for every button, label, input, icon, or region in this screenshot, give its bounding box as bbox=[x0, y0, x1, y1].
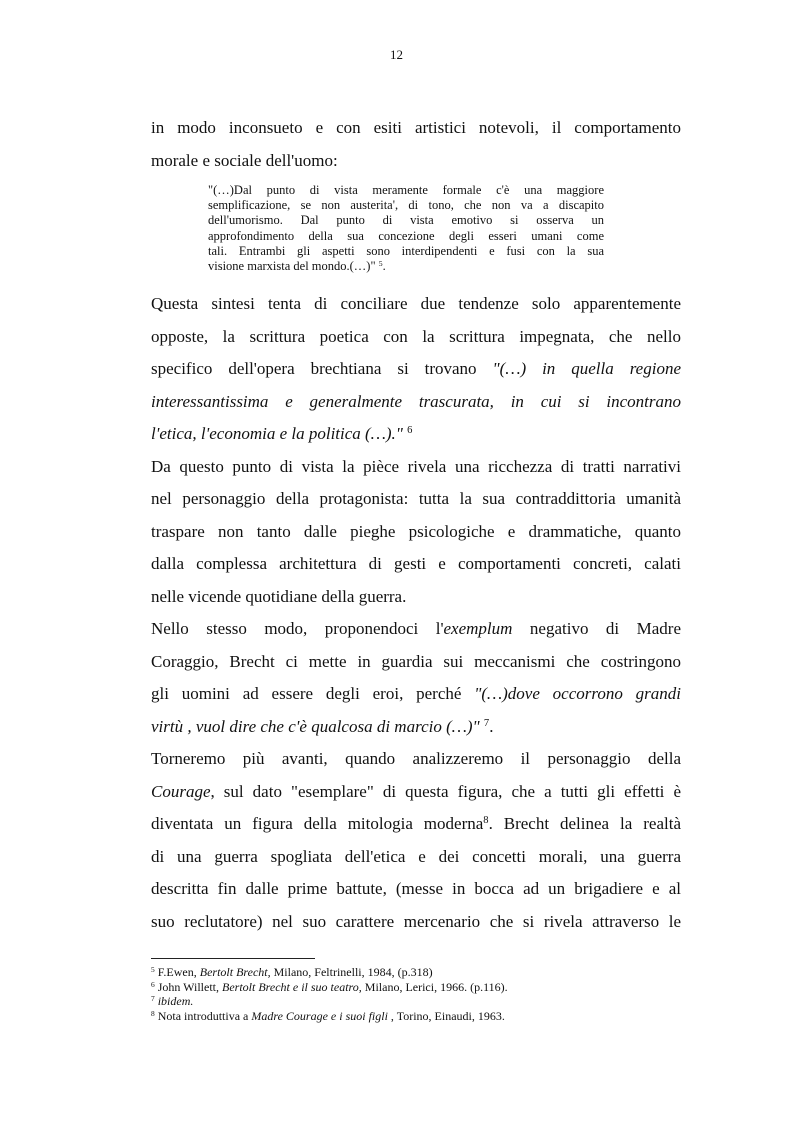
text-line: nel personaggio della protagonista: tutta la sua contraddittoria umanità bbox=[151, 489, 681, 509]
text-line: dalla complessa architettura di gesti e comportamenti concreti, calati bbox=[151, 554, 681, 574]
page-number: 12 bbox=[390, 47, 403, 62]
block-quote bbox=[208, 183, 604, 274]
text-line: opposte, la scrittura poetica con la scrittura impegnata, che nello bbox=[151, 326, 681, 346]
text-run: . bbox=[489, 716, 494, 736]
quote-line: tali. Entrambi gli aspetti sono interdipendenti e fusi con la sua bbox=[208, 243, 604, 258]
footnote-title: ibidem. bbox=[157, 994, 194, 1008]
text-line: Coraggio, Brecht ci mette in guardia sui meccanismi che costringono bbox=[151, 651, 681, 671]
text-run: specifico dell'opera brechtiana si trovano bbox=[151, 359, 493, 379]
text-run: , sul dato "esemplare" di questa figura, che a tutti gli effetti è bbox=[210, 781, 681, 801]
citation-italic: virtù , vuol dire che c'è qualcosa di marcio (…)" bbox=[151, 716, 480, 736]
footnote-8 bbox=[151, 1009, 681, 1024]
footnote-title: Madre Courage e i suoi figli bbox=[251, 1008, 388, 1023]
footnote-ref-5: 5 bbox=[378, 258, 383, 268]
text-line: nelle vicende quotidiane della guerra. bbox=[151, 586, 407, 606]
text-line: Questa sintesi tenta di conciliare due tendenze solo apparentemente bbox=[151, 294, 681, 314]
text-line bbox=[151, 386, 681, 419]
quote-line-text: visione marxista del mondo.(…)" bbox=[208, 258, 376, 273]
paragraph-synthesis bbox=[151, 288, 681, 451]
citation-italic: "(…) in quella regione bbox=[492, 359, 681, 379]
quote-line: approfondimento della sua concezione degli esseri umani come bbox=[208, 228, 604, 243]
body-text bbox=[151, 112, 681, 938]
text-line bbox=[151, 353, 681, 386]
intro-paragraph bbox=[151, 112, 681, 177]
citation-italic: "(…)dove occorrono grandi bbox=[474, 684, 681, 704]
text-run: gli uomini ad essere degli eroi, perché bbox=[151, 684, 475, 704]
footnote-text: F.Ewen, bbox=[154, 965, 200, 979]
text-line: Torneremo più avanti, quando analizzeremo il personaggio della bbox=[151, 749, 681, 769]
footnote-title: Bertolt Brecht e il suo teatro, bbox=[222, 979, 362, 994]
footnote-text: Nota introduttiva a bbox=[154, 1008, 252, 1023]
text-line: suo reclutatore) nel suo carattere mercenario che si rivela attraverso le bbox=[151, 911, 681, 931]
text-line bbox=[151, 678, 681, 711]
paragraph-piece bbox=[151, 451, 681, 614]
quote-end: . bbox=[382, 258, 386, 273]
title-italic: Courage bbox=[151, 781, 211, 801]
text-line bbox=[151, 418, 681, 451]
footnote-number: 8 bbox=[151, 1008, 155, 1018]
text-line bbox=[151, 613, 681, 646]
text-line bbox=[151, 808, 681, 841]
paragraph-exemplum bbox=[151, 613, 681, 743]
text-run: Nello stesso modo, proponendoci l' bbox=[151, 619, 444, 639]
footnote-6 bbox=[151, 980, 681, 995]
text-line bbox=[151, 776, 681, 809]
footnote-text: Milano, Lerici, 1966. (p.116). bbox=[361, 979, 508, 994]
text-line: in modo inconsueto e con esiti artistici notevoli, il comportamento bbox=[151, 118, 681, 137]
quote-line: "(…)Dal punto di vista meramente formale c'è una maggiore bbox=[208, 183, 604, 197]
paragraph-courage bbox=[151, 743, 681, 938]
citation-italic: l'etica, l'economia e la politica (…)." bbox=[151, 424, 403, 444]
text-run: . Brecht delinea la realtà bbox=[488, 814, 681, 834]
footnote-number: 5 bbox=[151, 964, 155, 974]
footnote-number: 6 bbox=[151, 979, 155, 989]
footnote-divider bbox=[151, 958, 315, 959]
footnote-ref-8: 8 bbox=[483, 815, 489, 827]
quote-line: dell'umorismo. Dal punto di vista emotivo si osserva un bbox=[208, 213, 604, 228]
exemplum-italic: exemplum bbox=[443, 619, 513, 639]
quote-line: semplificazione, se non austerita', di tono, che non va a discapito bbox=[208, 198, 604, 213]
text-line: di una guerra spogliata dell'etica e dei concetti morali, una guerra bbox=[151, 846, 681, 866]
footnote-ref-7: 7 bbox=[483, 717, 490, 729]
text-run: negativo di Madre bbox=[512, 619, 681, 639]
citation-italic: interessantissima e generalmente trascurata, in cui si incontrano bbox=[151, 391, 681, 411]
footnote-number: 7 bbox=[151, 993, 155, 1003]
footnote-5 bbox=[151, 965, 681, 980]
footnote-7 bbox=[151, 994, 681, 1009]
text-line: morale e sociale dell'uomo: bbox=[151, 150, 338, 170]
text-line: traspare non tanto dalle pieghe psicologiche e drammatiche, quanto bbox=[151, 521, 681, 541]
footnote-ref-6: 6 bbox=[407, 425, 413, 437]
text-line: Da questo punto di vista la pièce rivela una ricchezza di tratti narrativi bbox=[151, 456, 681, 476]
footnote-text: John Willett, bbox=[154, 979, 223, 994]
footnote-title: Bertolt Brecht, bbox=[199, 965, 271, 979]
footnote-text: , Torino, Einaudi, 1963. bbox=[387, 1008, 505, 1023]
quote-line bbox=[208, 259, 604, 274]
text-run: diventata un figura della mitologia moderna bbox=[151, 814, 484, 834]
text-line bbox=[151, 711, 681, 744]
footnote-text: Milano, Feltrinelli, 1984, (p.318) bbox=[270, 965, 433, 979]
text-line: descritta fin dalle prime battute, (messe in bocca ad un brigadiere e al bbox=[151, 879, 681, 899]
footnotes bbox=[151, 965, 681, 1023]
